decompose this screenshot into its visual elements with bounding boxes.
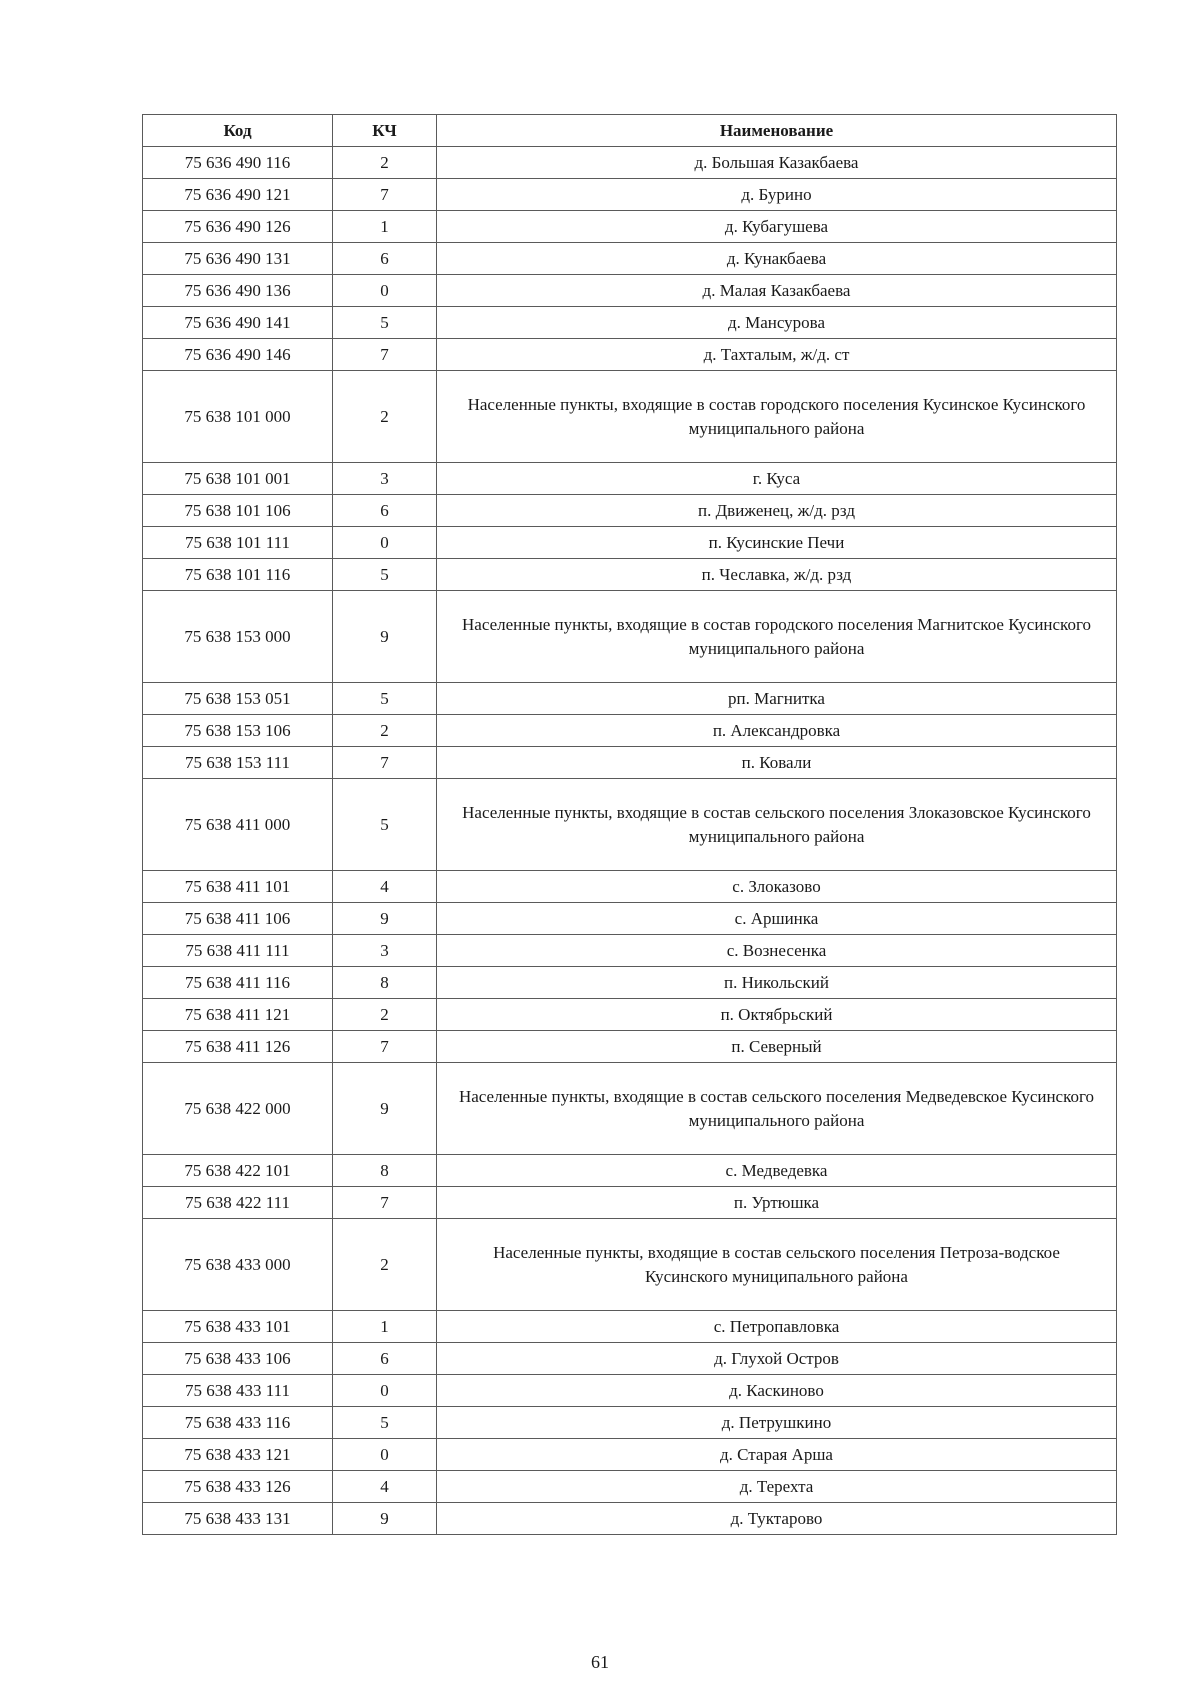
cell-name: д. Терехта xyxy=(437,1471,1117,1503)
cell-name: п. Чеславка, ж/д. рзд xyxy=(437,559,1117,591)
table-row xyxy=(143,1407,1117,1439)
table-header-row xyxy=(143,115,1117,147)
cell-name: д. Большая Казакбаева xyxy=(437,147,1117,179)
page-number: 61 xyxy=(591,1652,609,1672)
cell-kch: 0 xyxy=(333,1439,437,1471)
table-row xyxy=(143,463,1117,495)
table-row xyxy=(143,683,1117,715)
cell-name: д. Кубагушева xyxy=(437,211,1117,243)
cell-code: 75 638 101 116 xyxy=(143,559,333,591)
cell-code: 75 636 490 121 xyxy=(143,179,333,211)
cell-code: 75 638 411 111 xyxy=(143,935,333,967)
cell-name: д. Тахталым, ж/д. ст xyxy=(437,339,1117,371)
cell-kch: 5 xyxy=(333,779,437,871)
table-row xyxy=(143,715,1117,747)
cell-kch: 9 xyxy=(333,903,437,935)
cell-code: 75 638 422 111 xyxy=(143,1187,333,1219)
cell-name: д. Каскиново xyxy=(437,1375,1117,1407)
cell-name: Населенные пункты, входящие в состав сельского поселения Петроза-водское Кусинского муниципального района xyxy=(437,1219,1117,1311)
cell-code: 75 636 490 136 xyxy=(143,275,333,307)
cell-code: 75 636 490 126 xyxy=(143,211,333,243)
cell-code: 75 638 153 000 xyxy=(143,591,333,683)
cell-name: д. Бурино xyxy=(437,179,1117,211)
cell-name: п. Движенец, ж/д. рзд xyxy=(437,495,1117,527)
cell-kch: 3 xyxy=(333,935,437,967)
cell-kch: 2 xyxy=(333,1219,437,1311)
cell-name: с. Петропавловка xyxy=(437,1311,1117,1343)
cell-kch: 6 xyxy=(333,1343,437,1375)
cell-code: 75 638 433 000 xyxy=(143,1219,333,1311)
table-row xyxy=(143,747,1117,779)
table-body xyxy=(143,147,1117,1535)
cell-name: п. Ковали xyxy=(437,747,1117,779)
cell-kch: 7 xyxy=(333,339,437,371)
cell-kch: 9 xyxy=(333,591,437,683)
cell-code: 75 638 411 101 xyxy=(143,871,333,903)
cell-code: 75 638 101 001 xyxy=(143,463,333,495)
cell-kch: 2 xyxy=(333,371,437,463)
cell-kch: 8 xyxy=(333,1155,437,1187)
cell-name: д. Старая Арша xyxy=(437,1439,1117,1471)
cell-name: Населенные пункты, входящие в состав городского поселения Кусинское Кусинского муниципального района xyxy=(437,371,1117,463)
cell-kch: 5 xyxy=(333,559,437,591)
okato-table xyxy=(142,114,1117,1535)
header-kch: КЧ xyxy=(333,115,437,147)
cell-code: 75 638 411 116 xyxy=(143,967,333,999)
cell-kch: 7 xyxy=(333,179,437,211)
cell-code: 75 638 411 106 xyxy=(143,903,333,935)
table-row xyxy=(143,559,1117,591)
cell-kch: 0 xyxy=(333,1375,437,1407)
cell-name: с. Вознесенка xyxy=(437,935,1117,967)
cell-kch: 9 xyxy=(333,1503,437,1535)
cell-name: с. Злоказово xyxy=(437,871,1117,903)
table-row-group-heading xyxy=(143,371,1117,463)
cell-name: рп. Магнитка xyxy=(437,683,1117,715)
cell-code: 75 638 433 131 xyxy=(143,1503,333,1535)
cell-code: 75 636 490 141 xyxy=(143,307,333,339)
cell-name: п. Александровка xyxy=(437,715,1117,747)
cell-kch: 4 xyxy=(333,1471,437,1503)
cell-kch: 7 xyxy=(333,1031,437,1063)
cell-name: д. Глухой Остров xyxy=(437,1343,1117,1375)
cell-code: 75 638 411 126 xyxy=(143,1031,333,1063)
table-row-group-heading xyxy=(143,591,1117,683)
cell-name: Населенные пункты, входящие в состав сельского поселения Злоказовское Кусинского муниципального района xyxy=(437,779,1117,871)
table-row-group-heading xyxy=(143,1219,1117,1311)
cell-name: Населенные пункты, входящие в состав сельского поселения Медведевское Кусинского муниципального района xyxy=(437,1063,1117,1155)
table-row xyxy=(143,339,1117,371)
header-code: Код xyxy=(143,115,333,147)
header-name: Наименование xyxy=(437,115,1117,147)
cell-code: 75 638 101 106 xyxy=(143,495,333,527)
cell-name: п. Никольский xyxy=(437,967,1117,999)
cell-code: 75 638 153 111 xyxy=(143,747,333,779)
cell-code: 75 638 433 126 xyxy=(143,1471,333,1503)
table-row xyxy=(143,527,1117,559)
table-row xyxy=(143,871,1117,903)
table-row-group-heading xyxy=(143,779,1117,871)
table-row xyxy=(143,1031,1117,1063)
cell-code: 75 638 433 101 xyxy=(143,1311,333,1343)
cell-kch: 0 xyxy=(333,275,437,307)
cell-name: с. Медведевка xyxy=(437,1155,1117,1187)
cell-code: 75 638 433 106 xyxy=(143,1343,333,1375)
cell-kch: 8 xyxy=(333,967,437,999)
table-row xyxy=(143,495,1117,527)
cell-code: 75 638 101 000 xyxy=(143,371,333,463)
table-row xyxy=(143,999,1117,1031)
cell-kch: 1 xyxy=(333,1311,437,1343)
cell-name: д. Петрушкино xyxy=(437,1407,1117,1439)
table-row xyxy=(143,275,1117,307)
table-row xyxy=(143,147,1117,179)
table-row-group-heading xyxy=(143,1063,1117,1155)
cell-name: д. Мансурова xyxy=(437,307,1117,339)
cell-name: п. Кусинские Печи xyxy=(437,527,1117,559)
cell-name: г. Куса xyxy=(437,463,1117,495)
cell-name: д. Кунакбаева xyxy=(437,243,1117,275)
cell-kch: 2 xyxy=(333,715,437,747)
table-row xyxy=(143,1503,1117,1535)
okato-table-container xyxy=(142,114,1116,1535)
cell-code: 75 638 101 111 xyxy=(143,527,333,559)
cell-code: 75 638 411 121 xyxy=(143,999,333,1031)
cell-name: Населенные пункты, входящие в состав городского поселения Магнитское Кусинского муниципального района xyxy=(437,591,1117,683)
cell-name: п. Северный xyxy=(437,1031,1117,1063)
cell-kch: 4 xyxy=(333,871,437,903)
table-row xyxy=(143,1155,1117,1187)
table-row xyxy=(143,1187,1117,1219)
table-row xyxy=(143,1471,1117,1503)
table-row xyxy=(143,211,1117,243)
table-row xyxy=(143,1343,1117,1375)
cell-code: 75 638 433 121 xyxy=(143,1439,333,1471)
cell-kch: 7 xyxy=(333,1187,437,1219)
table-row xyxy=(143,307,1117,339)
table-row xyxy=(143,243,1117,275)
cell-code: 75 638 153 051 xyxy=(143,683,333,715)
cell-name: п. Уртюшка xyxy=(437,1187,1117,1219)
cell-kch: 5 xyxy=(333,307,437,339)
table-row xyxy=(143,1375,1117,1407)
cell-code: 75 638 433 116 xyxy=(143,1407,333,1439)
cell-kch: 6 xyxy=(333,243,437,275)
cell-kch: 6 xyxy=(333,495,437,527)
cell-code: 75 636 490 131 xyxy=(143,243,333,275)
cell-kch: 9 xyxy=(333,1063,437,1155)
cell-code: 75 638 422 000 xyxy=(143,1063,333,1155)
cell-code: 75 638 422 101 xyxy=(143,1155,333,1187)
table-row xyxy=(143,967,1117,999)
table-row xyxy=(143,179,1117,211)
cell-kch: 1 xyxy=(333,211,437,243)
cell-name: д. Туктарово xyxy=(437,1503,1117,1535)
cell-name: д. Малая Казакбаева xyxy=(437,275,1117,307)
cell-kch: 3 xyxy=(333,463,437,495)
cell-kch: 5 xyxy=(333,1407,437,1439)
cell-kch: 2 xyxy=(333,999,437,1031)
cell-kch: 7 xyxy=(333,747,437,779)
cell-name: п. Октябрьский xyxy=(437,999,1117,1031)
table-row xyxy=(143,903,1117,935)
cell-name: с. Аршинка xyxy=(437,903,1117,935)
table-row xyxy=(143,1311,1117,1343)
cell-kch: 2 xyxy=(333,147,437,179)
cell-code: 75 638 411 000 xyxy=(143,779,333,871)
cell-code: 75 636 490 146 xyxy=(143,339,333,371)
cell-kch: 5 xyxy=(333,683,437,715)
cell-code: 75 636 490 116 xyxy=(143,147,333,179)
cell-code: 75 638 433 111 xyxy=(143,1375,333,1407)
cell-code: 75 638 153 106 xyxy=(143,715,333,747)
table-row xyxy=(143,1439,1117,1471)
table-row xyxy=(143,935,1117,967)
cell-kch: 0 xyxy=(333,527,437,559)
